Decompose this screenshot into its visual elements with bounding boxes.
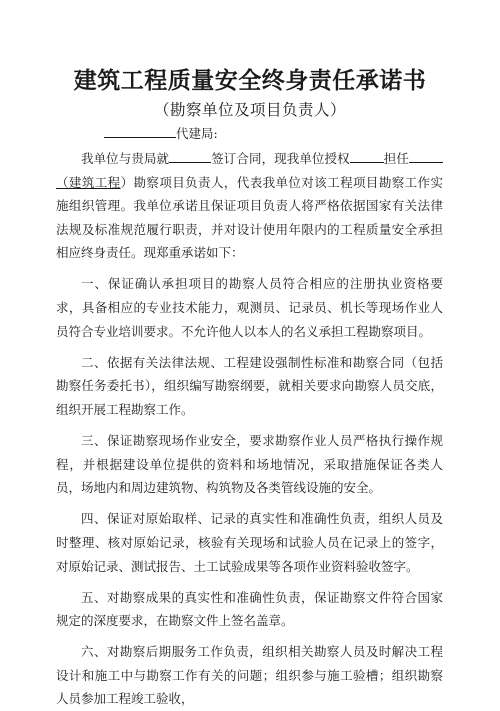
commitment-item-3: 三、保证勘察现场作业安全，要求勘察作业人员严格执行操作规程，并根据建设单位提供的资料和场地情况，采取措施保证各类人员，场地内和周边建筑物、构筑物及各类管线设施的安全。: [56, 433, 443, 496]
addressee-label: 代建局:: [176, 126, 218, 141]
blank-field: [169, 149, 211, 163]
document-subtitle: （勘察单位及项目负责人）: [153, 101, 346, 119]
blank-field: [409, 149, 443, 163]
blank-field: [104, 124, 176, 138]
commitment-item-2: 二、依据有关法律法规、工程建设强制性标准和勘察合同（包括勘察任务委托书），组织编写勘察纲要，就相关要求向勘察人员交底，组织开展工程勘察工作。: [56, 354, 443, 417]
commitment-item-4: 四、保证对原始取样、记录的真实性和准确性负责，组织人员及时整理、核对原始记录，核验有关现场和试验人员在记录上的签字，对原始记录、测试报告、土工试验成果等各项作业资料验收签字。: [56, 511, 443, 574]
document-body: [56, 147, 443, 711]
project-type: 建筑工程: [68, 174, 121, 190]
intro-paragraph: 我单位与贵局就 签订合同，现我单位授权 担任（建筑工程）勘察项目负责人，代表我单位对该工程项目勘察工作实施组织管理。我单位承诺且保证项目负责人将严格依据国家有关法律法规及标准规范履行职责，并对设计使用年限内的工程质量安全承担相应终身责任。现郑重承诺如下：: [56, 151, 443, 261]
blank-field: [350, 149, 384, 163]
commitment-item-5: 五、对勘察成果的真实性和准确性负责，保证勘察文件符合国家规定的深度要求，在勘察文件上签名盖章。: [56, 589, 443, 629]
addressee-line: [104, 124, 218, 143]
commitment-item-6: 六、对勘察后期服务工作负责，组织相关勘察人员及时解决工程设计和施工中与勘察工作有关的问题；组织参与施工验槽；组织勘察人员参加工程竣工验收，: [56, 644, 443, 707]
document-title: 建筑工程质量安全终身责任承诺书: [73, 67, 427, 94]
commitment-item-1: 一、保证确认承担项目的勘察人员符合相应的注册执业资格要求，具备相应的专业技术能力，观测员、记录员、机长等现场作业人员符合专业培训要求。不允许他人以本人的名义承担工程勘察项目。: [56, 276, 443, 339]
